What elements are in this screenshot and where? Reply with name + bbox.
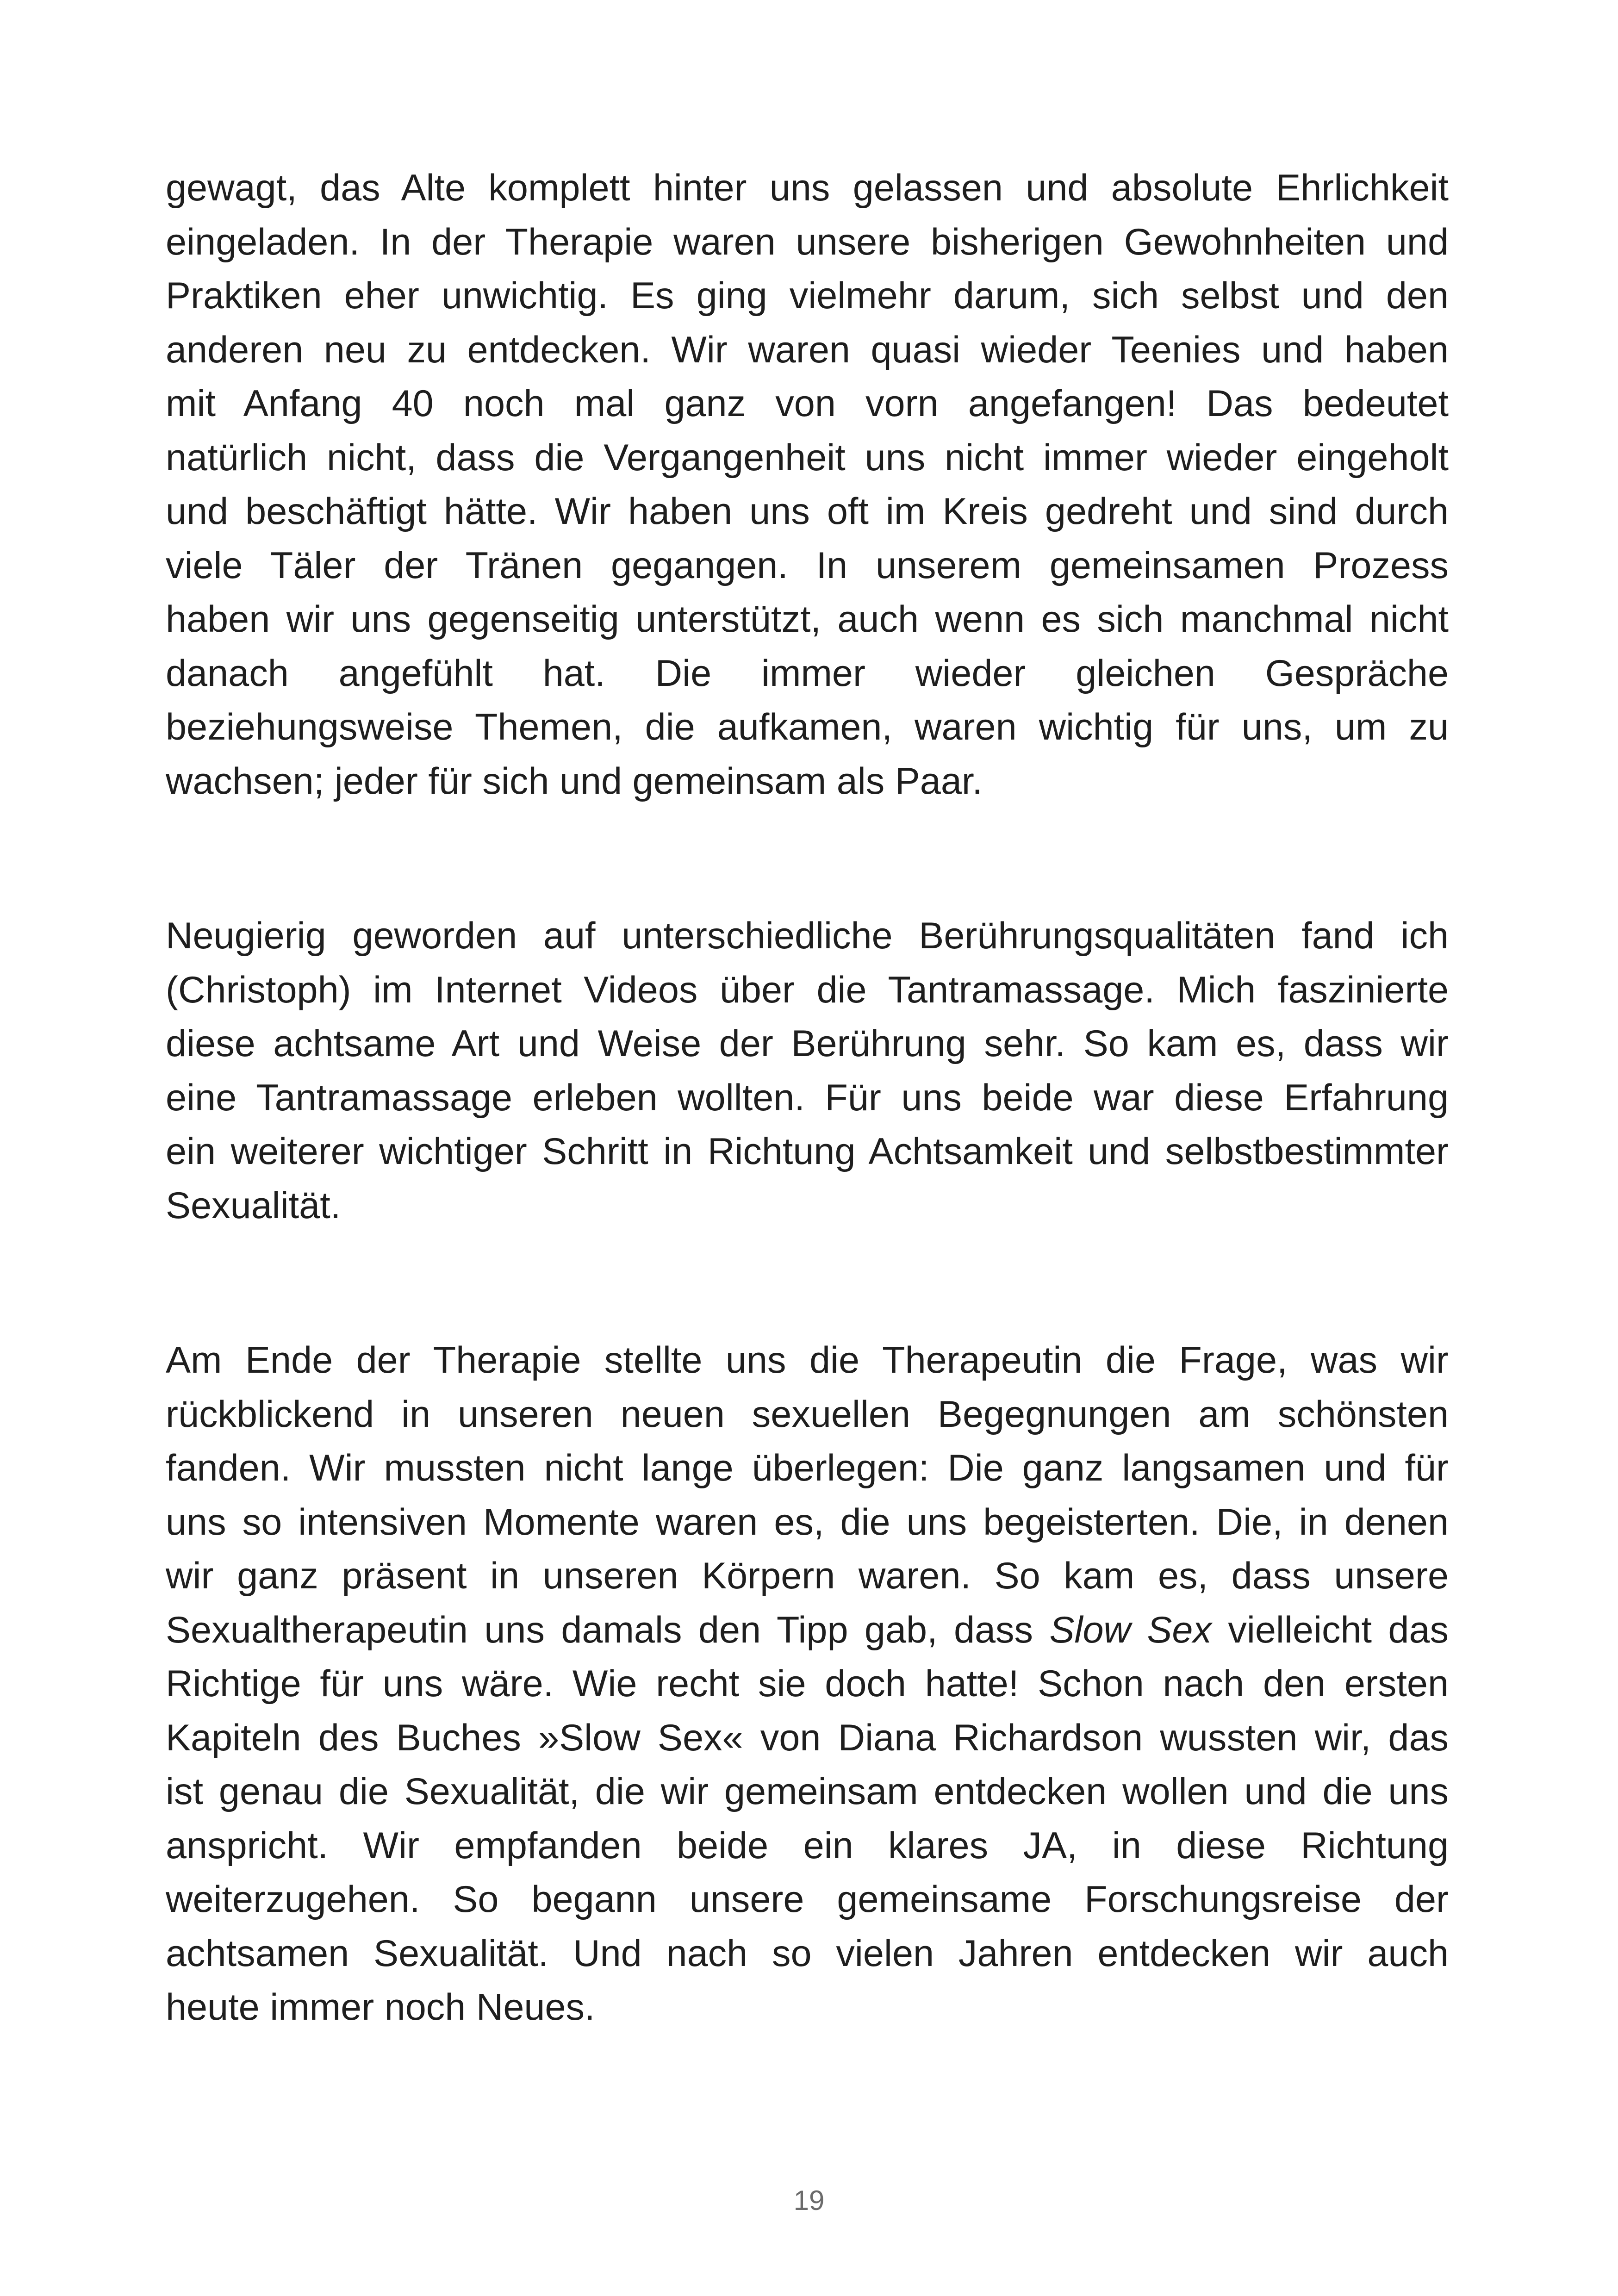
text-line: achtsamen Sexualität. Und nach so vielen Jahren entdecken wir auch — [166, 1932, 1449, 1974]
text-line: mit Anfang 40 noch mal ganz von vorn angefangen! Das bedeutet — [166, 383, 1449, 424]
text-line: Sexualität. — [166, 1184, 341, 1226]
text-line: fanden. Wir mussten nicht lange überlegen: Die ganz langsamen und für — [166, 1447, 1449, 1489]
text-line: wir ganz präsent in unseren Körpern waren. So kam es, dass unsere — [166, 1555, 1449, 1597]
text-line: heute immer noch Neues. — [166, 1986, 595, 2028]
text-line: haben wir uns gegenseitig unterstützt, auch wenn es sich manchmal nicht — [166, 598, 1449, 640]
text-line: Neugierig geworden auf unterschiedliche Berührungsqualitäten fand ich — [166, 915, 1449, 957]
text-line: (Christoph) im Internet Videos über die Tantramassage. Mich faszinierte — [166, 969, 1449, 1011]
body-text — [166, 161, 1449, 2135]
text-line: Kapiteln des Buches »Slow Sex« von Diana Richardson wussten wir, das — [166, 1717, 1449, 1759]
text-line: uns so intensiven Momente waren es, die uns begeisterten. Die, in denen — [166, 1501, 1449, 1543]
text-segment: vielleicht das — [1211, 1609, 1449, 1651]
text-line: gewagt, das Alte komplett hinter uns gelassen und absolute Ehrlichkeit — [166, 167, 1449, 209]
text-line: wachsen; jeder für sich und gemeinsam als Paar. — [166, 760, 983, 802]
text-line-with-italic — [166, 1603, 1449, 1657]
text-line: natürlich nicht, dass die Vergangenheit uns nicht immer wieder eingeholt — [166, 436, 1449, 479]
text-line: Praktiken eher unwichtig. Es ging vielmehr darum, sich selbst und den — [166, 275, 1449, 317]
paragraph-3 — [166, 1333, 1449, 2035]
text-line: ein weiterer wichtiger Schritt in Richtung Achtsamkeit und selbstbestimmter — [166, 1131, 1449, 1172]
text-line: anspricht. Wir empfanden beide ein klares JA, in diese Richtung — [166, 1824, 1449, 1867]
text-line: eine Tantramassage erleben wollten. Für uns beide war diese Erfahrung — [166, 1076, 1449, 1119]
text-segment: Sexualtherapeutin uns damals den Tipp gab, dass — [166, 1609, 1050, 1651]
text-line: viele Täler der Tränen gegangen. In unserem gemeinsamen Prozess — [166, 544, 1449, 586]
paragraph-2 — [166, 909, 1449, 1232]
text-line: diese achtsame Art und Weise der Berührung sehr. So kam es, dass wir — [166, 1023, 1449, 1064]
text-line: weiterzugehen. So begann unsere gemeinsame Forschungsreise der — [166, 1879, 1449, 1920]
text-line: beziehungsweise Themen, die aufkamen, waren wichtig für uns, um zu — [166, 706, 1449, 748]
text-line: ist genau die Sexualität, die wir gemeinsam entdecken wollen und die uns — [166, 1771, 1449, 1812]
text-line: Am Ende der Therapie stellte uns die Therapeutin die Frage, was wir — [166, 1339, 1449, 1381]
text-line: eingeladen. In der Therapie waren unsere bisherigen Gewohnheiten und — [166, 221, 1449, 263]
italic-term: Slow Sex — [1049, 1609, 1212, 1651]
text-line: und beschäftigt hätte. Wir haben uns oft im Kreis gedreht und sind durch — [166, 491, 1449, 532]
text-line: Richtige für uns wäre. Wie recht sie doch hatte! Schon nach den ersten — [166, 1663, 1449, 1705]
paragraph-1 — [166, 161, 1449, 808]
text-line: anderen neu zu entdecken. Wir waren quasi wieder Teenies und haben — [166, 329, 1449, 371]
text-line: rückblickend in unseren neuen sexuellen Begegnungen am schönsten — [166, 1393, 1449, 1435]
page-number: 19 — [793, 2185, 825, 2216]
text-line: danach angefühlt hat. Die immer wieder gleichen Gespräche — [166, 652, 1449, 694]
